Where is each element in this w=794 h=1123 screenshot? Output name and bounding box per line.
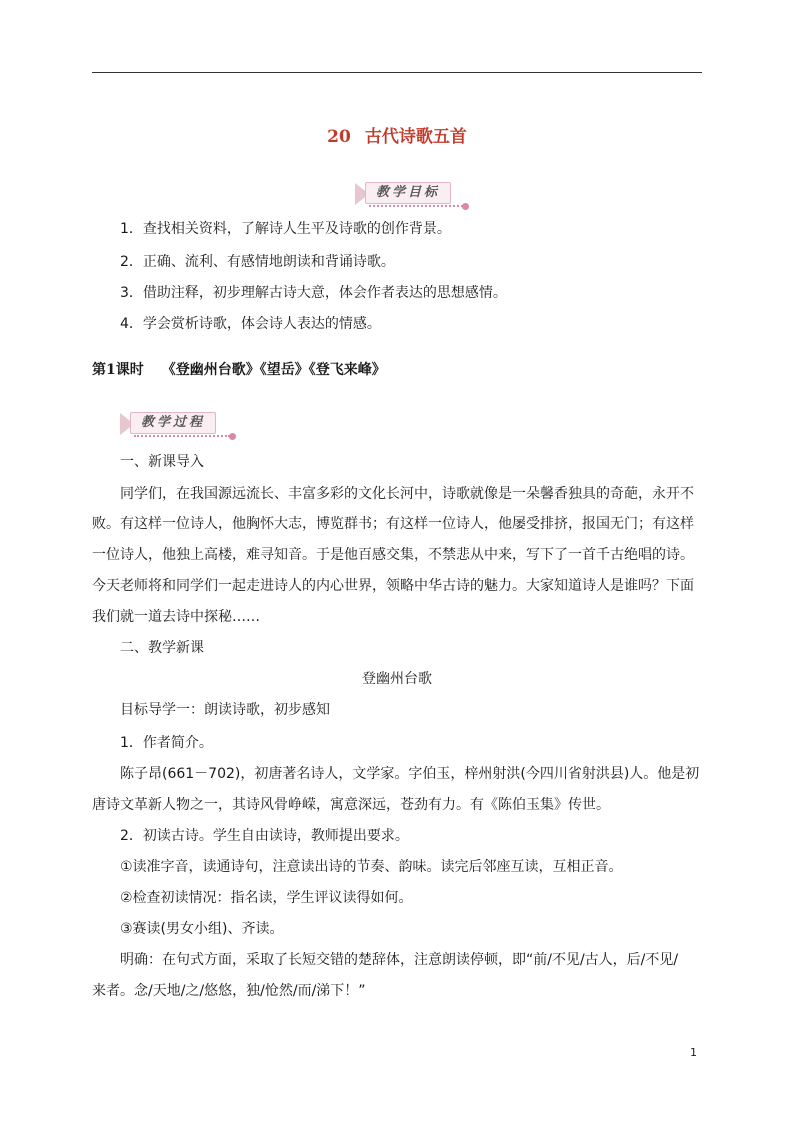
objective-4: 4．学会赏析诗歌，体会诗人表达的情感。: [120, 316, 381, 332]
requirement-1: ①读准字音，读通诗句，注意读出诗的节奏、韵味。读完后邻座互读，互相正音。: [120, 859, 623, 875]
requirement-2: ②检查初读情况：指名读，学生评议读得如何。: [120, 890, 413, 906]
teaching-goals-banner: [355, 181, 471, 207]
intro-line-3: 一位诗人，他独上高楼，难寻知音。于是他百感交集，不禁悲从中来，写下了一首千古绝唱的诗。: [92, 547, 694, 563]
objective-1: 1．查找相关资料，了解诗人生平及诗歌的创作背景。: [120, 221, 451, 237]
lesson-period: 第1课时: [92, 362, 144, 378]
clarify-line-1: 明确：在句式方面，采取了长短交错的楚辞体，注意朗读停顿，即“前/不见/古人，后/不见/: [120, 952, 679, 968]
page-number: 1: [690, 1046, 697, 1059]
banner-dotted-line: [369, 201, 463, 207]
banner-label: 教学过程: [130, 412, 216, 434]
header-rule: [92, 72, 702, 73]
intro-line-4: 今天老师将和同学们一起走进诗人的内心世界，领略中华古诗的魅力。大家知道诗人是谁吗？下面: [92, 578, 694, 594]
page-title: [0, 122, 794, 147]
intro-line-2: 败。有这样一位诗人，他胸怀大志，博览群书；有这样一位诗人，他屡受排挤，报国无门；有这样: [92, 516, 694, 532]
objective-2: 2．正确、流利、有感情地朗读和背诵诗歌。: [120, 254, 395, 270]
section-heading-1: 一、新课导入: [120, 454, 204, 470]
section-heading-2: 二、教学新课: [120, 640, 204, 656]
item-2: 2．初读古诗。学生自由读诗，教师提出要求。: [120, 828, 409, 844]
intro-line-1: 同学们，在我国源远流长、丰富多彩的文化长河中，诗歌就像是一朵馨香独具的奇葩，永开不: [120, 486, 694, 502]
lesson-heading: [92, 360, 704, 380]
banner-dot: [229, 433, 236, 440]
title-text: 古代诗歌五首: [364, 127, 467, 147]
requirement-3: ③赛读(男女小组)、齐读。: [120, 921, 284, 937]
lesson-poems: 《登幽州台歌》《望岳》《登飞来峰》: [161, 362, 386, 378]
clarify-line-2: 来者。念/天地/之/悠悠，独/怆然/而/涕下！”: [92, 983, 366, 999]
banner-dot: [462, 203, 469, 210]
goal-1: 目标导学一：朗读诗歌，初步感知: [120, 702, 330, 718]
banner-dotted-line: [134, 431, 230, 437]
author-line-1: 陈子昂(661－702)，初唐著名诗人，文学家。字伯玉，梓州射洪(今四川省射洪县)人。他是初: [120, 766, 700, 782]
item-1: 1．作者简介。: [120, 735, 213, 751]
poem-title: 登幽州台歌: [362, 671, 432, 687]
intro-line-5: 我们就一道去诗中探秘……: [92, 609, 260, 625]
lesson-number: 20: [327, 127, 351, 147]
objective-3: 3．借助注释，初步理解古诗大意，体会作者表达的思想感情。: [120, 285, 507, 301]
author-line-2: 唐诗文革新人物之一，其诗风骨峥嵘，寓意深远，苍劲有力。有《陈伯玉集》传世。: [92, 797, 610, 813]
teaching-process-banner: [120, 411, 238, 437]
banner-label: 教学目标: [365, 182, 451, 204]
